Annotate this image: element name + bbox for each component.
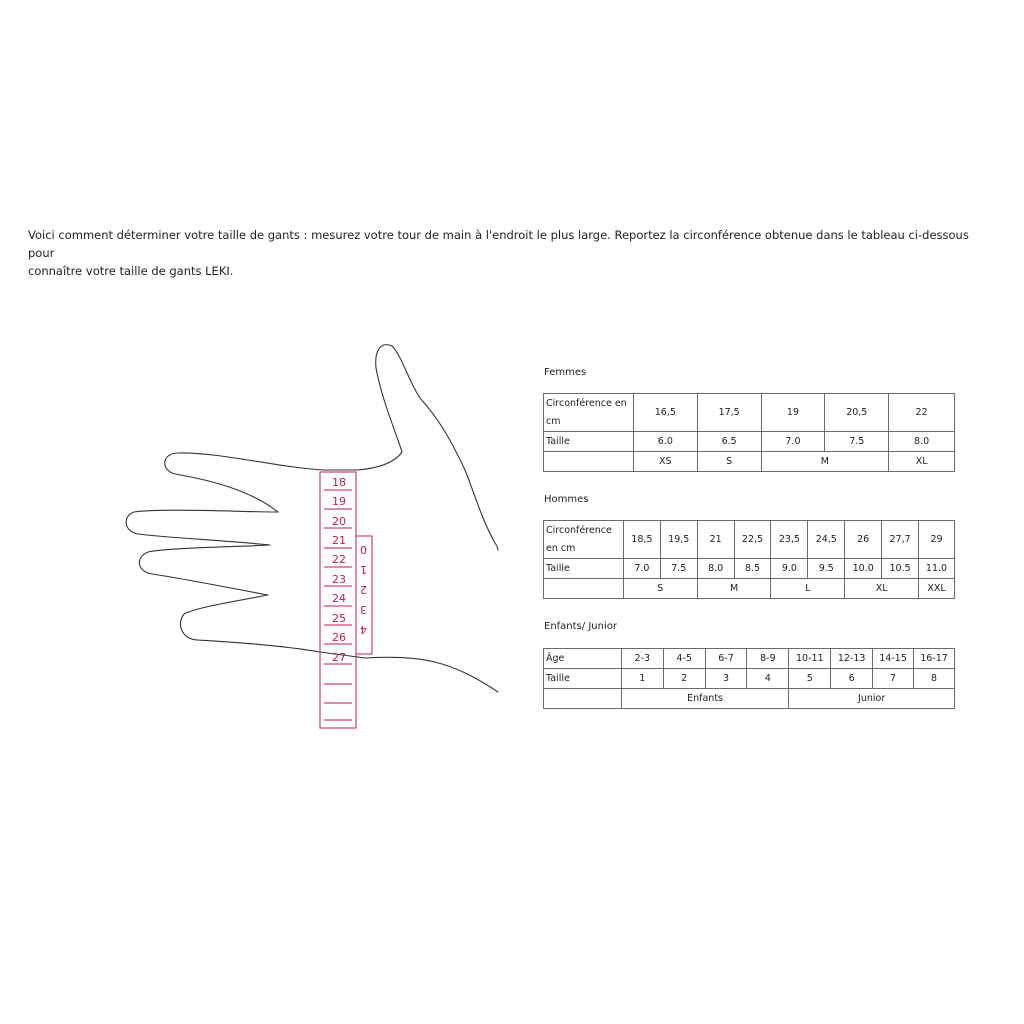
circ-value: 18,5 <box>623 521 660 559</box>
circ-label: Circonférence en cm <box>544 394 634 432</box>
group-label: Junior <box>789 689 955 709</box>
taille-label: Taille <box>544 669 622 689</box>
tape-label: 25 <box>332 612 346 625</box>
size-letter: M <box>697 579 771 599</box>
taille-value: 7.5 <box>825 432 889 452</box>
age-value: 10-11 <box>789 649 831 669</box>
age-value: 2-3 <box>621 649 663 669</box>
circ-value: 21 <box>697 521 734 559</box>
taille-value: 8.0 <box>697 559 734 579</box>
table-row <box>544 579 955 599</box>
tape-label: 26 <box>332 631 346 644</box>
size-letter: XXL <box>919 579 955 599</box>
taille-value: 7 <box>873 669 914 689</box>
age-value: 14-15 <box>873 649 914 669</box>
tape-label: 27 <box>332 651 346 664</box>
table-row <box>544 559 955 579</box>
tape-label: 24 <box>332 592 346 605</box>
age-value: 8-9 <box>747 649 789 669</box>
intro-line-1: Voici comment déterminer votre taille de gants : mesurez votre tour de main à l'endroit le plus large. Reportez la circonférence obtenue dans le tableau ci-dessous pour <box>28 228 969 260</box>
taille-value: 6.0 <box>633 432 697 452</box>
tape-label: 22 <box>332 553 346 566</box>
age-value: 12-13 <box>831 649 873 669</box>
size-letter: S <box>623 579 697 599</box>
taille-value: 11.0 <box>919 559 955 579</box>
age-value: 16-17 <box>914 649 955 669</box>
taille-value: 8.0 <box>889 432 955 452</box>
circ-value: 19 <box>761 394 825 432</box>
table-row <box>544 649 955 669</box>
table-row <box>544 452 955 472</box>
size-letter: M <box>761 452 889 472</box>
circ-value: 24,5 <box>808 521 845 559</box>
taille-value: 6 <box>831 669 873 689</box>
group-label: Enfants <box>621 689 789 709</box>
table-row <box>544 432 955 452</box>
hommes-title: Hommes <box>544 494 589 505</box>
tape-side-label: 2 <box>360 583 367 596</box>
table-row <box>544 689 955 709</box>
circ-value: 17,5 <box>697 394 761 432</box>
tape-label: 19 <box>332 495 346 508</box>
table-row <box>544 394 955 432</box>
hand-measurement-illustration <box>120 340 510 740</box>
taille-value: 9.0 <box>771 559 808 579</box>
circ-value: 16,5 <box>633 394 697 432</box>
tape-side-label: 1 <box>360 563 367 576</box>
circ-value: 22 <box>889 394 955 432</box>
tape-side-label: 4 <box>360 623 367 636</box>
circ-value: 26 <box>845 521 882 559</box>
circ-value: 23,5 <box>771 521 808 559</box>
enfants-size-table <box>543 648 955 709</box>
intro-text <box>28 226 988 280</box>
taille-value: 8.5 <box>734 559 771 579</box>
tape-label: 18 <box>332 476 346 489</box>
circ-value: 22,5 <box>734 521 771 559</box>
table-row <box>544 521 955 559</box>
size-letter: L <box>771 579 845 599</box>
femmes-title: Femmes <box>544 367 587 378</box>
taille-value: 6.5 <box>697 432 761 452</box>
taille-value: 7.0 <box>623 559 660 579</box>
taille-value: 2 <box>663 669 705 689</box>
tape-label: 23 <box>332 573 346 586</box>
enfants-title: Enfants/ Junior <box>544 621 617 632</box>
tape-label: 21 <box>332 534 346 547</box>
taille-label: Taille <box>544 432 634 452</box>
tape-side-label: 3 <box>360 603 367 616</box>
taille-label: Taille <box>544 559 624 579</box>
age-value: 4-5 <box>663 649 705 669</box>
taille-value: 4 <box>747 669 789 689</box>
taille-value: 5 <box>789 669 831 689</box>
tape-side-label: 0 <box>360 543 367 556</box>
taille-value: 3 <box>705 669 747 689</box>
intro-line-2: connaître votre taille de gants LEKI. <box>28 264 234 278</box>
hand-outline <box>126 345 498 692</box>
size-letter: S <box>697 452 761 472</box>
circ-value: 27,7 <box>882 521 919 559</box>
taille-value: 8 <box>914 669 955 689</box>
taille-value: 7.0 <box>761 432 825 452</box>
femmes-size-table <box>543 393 955 472</box>
circ-value: 20,5 <box>825 394 889 432</box>
tape-label: 20 <box>332 515 346 528</box>
taille-value: 9.5 <box>808 559 845 579</box>
taille-value: 1 <box>621 669 663 689</box>
circ-value: 29 <box>919 521 955 559</box>
taille-value: 10.0 <box>845 559 882 579</box>
size-letter: XL <box>889 452 955 472</box>
age-label: Âge <box>544 649 622 669</box>
size-letter: XS <box>633 452 697 472</box>
taille-value: 10.5 <box>882 559 919 579</box>
size-letter: XL <box>845 579 919 599</box>
circ-label: Circonférence en cm <box>544 521 624 559</box>
hommes-size-table <box>543 520 955 599</box>
taille-value: 7.5 <box>660 559 697 579</box>
table-row <box>544 669 955 689</box>
circ-value: 19,5 <box>660 521 697 559</box>
age-value: 6-7 <box>705 649 747 669</box>
